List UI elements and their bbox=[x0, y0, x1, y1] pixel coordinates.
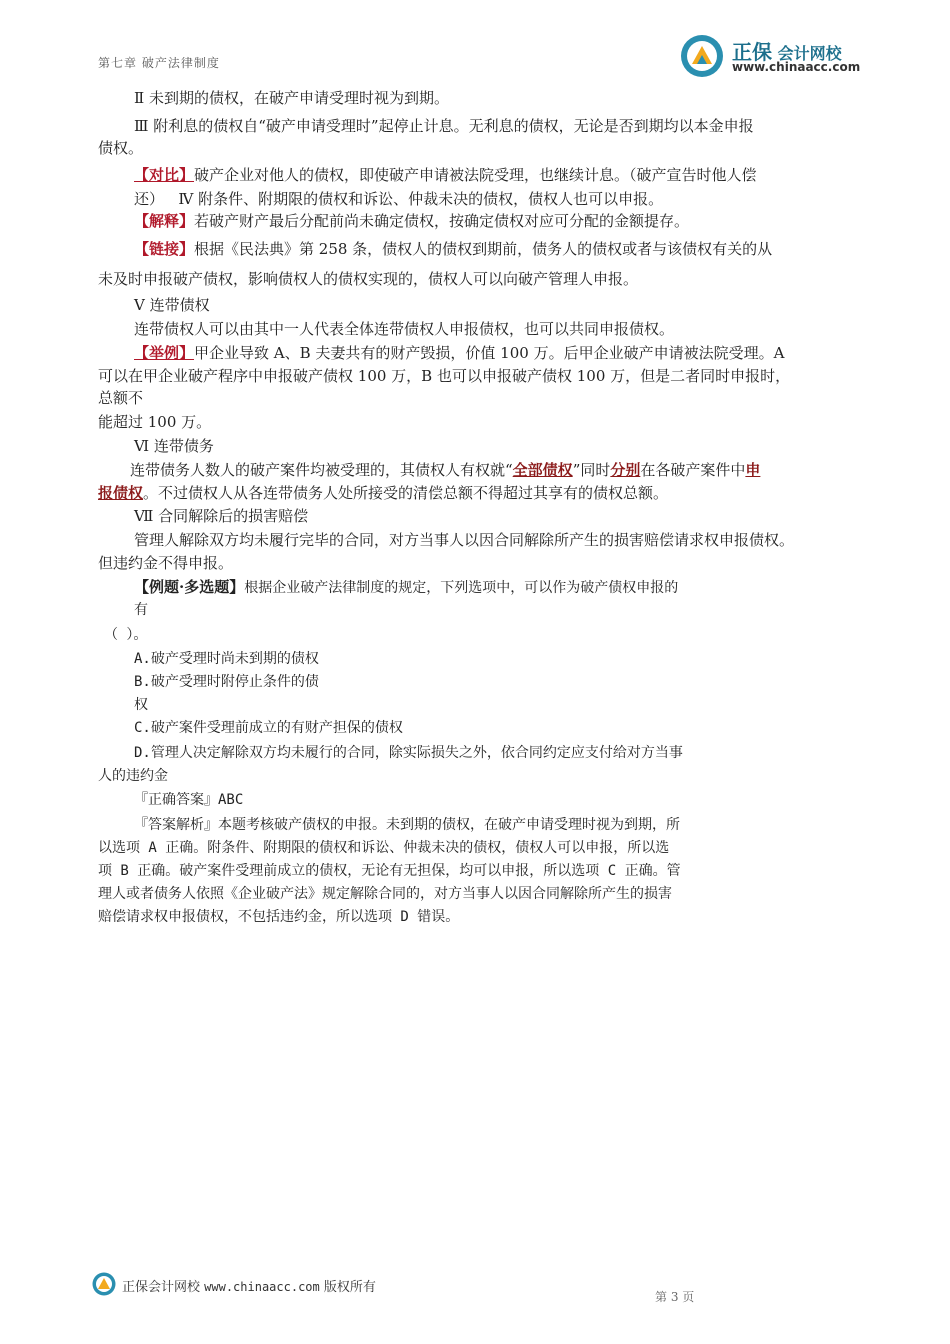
text-line: 【举例】甲企业导致 A、B 夫妻共有的财产毁损，价值 100 万。后甲企业破产申请被法院受理。A bbox=[134, 344, 785, 362]
logo-url: www.chinaacc.com bbox=[732, 60, 861, 74]
footer-logo-icon bbox=[92, 1272, 116, 1296]
example-tag: 【举例】 bbox=[134, 344, 195, 362]
text-line: 未及时申报破产债权，影响债权人的债权实现的，债权人可以向破产管理人申报。 bbox=[98, 270, 639, 288]
exercise-stem: 【例题·多选题】根据企业破产法律制度的规定，下列选项中，可以作为破产债权申报的 bbox=[134, 578, 679, 596]
explanation-line: 项 B 正确。破产案件受理前成立的债权，无论有无担保，均可以申报，所以选项 C 正确。管 bbox=[98, 863, 681, 879]
header-chapter: 第七章 破产法律制度 bbox=[98, 56, 220, 70]
option-d: D.管理人决定解除双方均未履行的合同，除实际损失之外，依合同约定应支付给对方当事 bbox=[134, 745, 683, 761]
explanation-line: 以选项 A 正确。附条件、附期限的债权和诉讼、仲裁未决的债权，债权人可以申报，所以选 bbox=[98, 840, 670, 856]
logo-icon bbox=[680, 34, 724, 78]
text-line: 还） Ⅳ 附条件、附期限的债权和诉讼、仲裁未决的债权，债权人也可以申报。 bbox=[134, 190, 664, 208]
option-b-cont: 权 bbox=[134, 697, 148, 713]
text-line: 连带债务人数人的破产案件均被受理的，其债权人有权就“全部债权”同时分别在各破产案件中申 bbox=[130, 461, 761, 479]
text-line: 报债权。不过债权人从各连带债务人处所接受的清偿总额不得超过其享有的债权总额。 bbox=[98, 484, 669, 502]
option-b: B.破产受理时附停止条件的债 bbox=[134, 674, 319, 690]
option-d-cont: 人的违约金 bbox=[98, 768, 168, 784]
text-line: Ⅱ 未到期的债权，在破产申请受理时视为到期。 bbox=[134, 89, 449, 107]
correct-answer: 『正确答案』ABC bbox=[134, 792, 244, 808]
text-line: 总额不 bbox=[98, 389, 144, 407]
exercise-title: 【例题·多选题】 bbox=[134, 578, 245, 596]
explanation-line: 理人或者债务人依照《企业破产法》规定解除合同的，对方当事人以因合同解除所产生的损害 bbox=[98, 886, 672, 902]
site-logo[interactable] bbox=[680, 32, 880, 82]
section-heading: Ⅶ 合同解除后的损害赔偿 bbox=[134, 507, 309, 525]
section-heading: Ⅴ 连带债权 bbox=[134, 296, 210, 314]
footer-text: 正保会计网校 www.chinaacc.com 版权所有 bbox=[122, 1280, 376, 1295]
logo-title: 正保 会计网校 bbox=[732, 40, 842, 64]
option-c: C.破产案件受理前成立的有财产担保的债权 bbox=[134, 720, 403, 736]
text-line: 连带债权人可以由其中一人代表全体连带债权人申报债权，也可以共同申报债权。 bbox=[134, 320, 675, 338]
option-a: A.破产受理时尚未到期的债权 bbox=[134, 651, 319, 667]
text-line: 能超过 100 万。 bbox=[98, 413, 212, 431]
exercise-stem-cont: 有 bbox=[134, 602, 148, 618]
text-line: 可以在甲企业破产程序中申报破产债权 100 万，B 也可以申报破产债权 100 万，但是二者同时申报时， bbox=[98, 367, 791, 385]
text-line: 但违约金不得申报。 bbox=[98, 554, 234, 572]
compare-tag: 【对比】 bbox=[134, 166, 195, 184]
text-line-clipped: 【链接】根据《民法典》第 258 条，债权人的债权到期前，债务人的债权或者与该债权有关的从 bbox=[134, 240, 773, 258]
text-line-clipped: 债权。 bbox=[98, 139, 144, 157]
text-line: Ⅲ 附利息的债权自“破产申请受理时”起停止计息。无利息的债权，无论是否到期均以本金申报 bbox=[134, 117, 754, 135]
text-line: 管理人解除双方均未履行完毕的合同，对方当事人以因合同解除所产生的损害赔偿请求权申报债权。 bbox=[134, 531, 795, 549]
explanation-line: 赔偿请求权申报债权，不包括违约金，所以选项 D 错误。 bbox=[98, 909, 460, 925]
text-line-clipped: 【解释】若破产财产最后分配前尚未确定债权，按确定债权对应可分配的金额提存。 bbox=[134, 212, 690, 230]
text-line: 【对比】破产企业对他人的债权，即使破产申请被法院受理，也继续计息。（破产宣告时他人偿 bbox=[134, 166, 757, 184]
footer-url[interactable]: www.chinaacc.com bbox=[204, 1280, 320, 1294]
explanation-line: 『答案解析』本题考核破产债权的申报。未到期的债权，在破产申请受理时视为到期，所 bbox=[134, 817, 680, 833]
footer bbox=[92, 1272, 492, 1298]
answer-paren: （ ）。 bbox=[104, 627, 148, 643]
section-heading: Ⅵ 连带债务 bbox=[134, 437, 214, 455]
page-number: 第 3 页 bbox=[655, 1290, 695, 1304]
